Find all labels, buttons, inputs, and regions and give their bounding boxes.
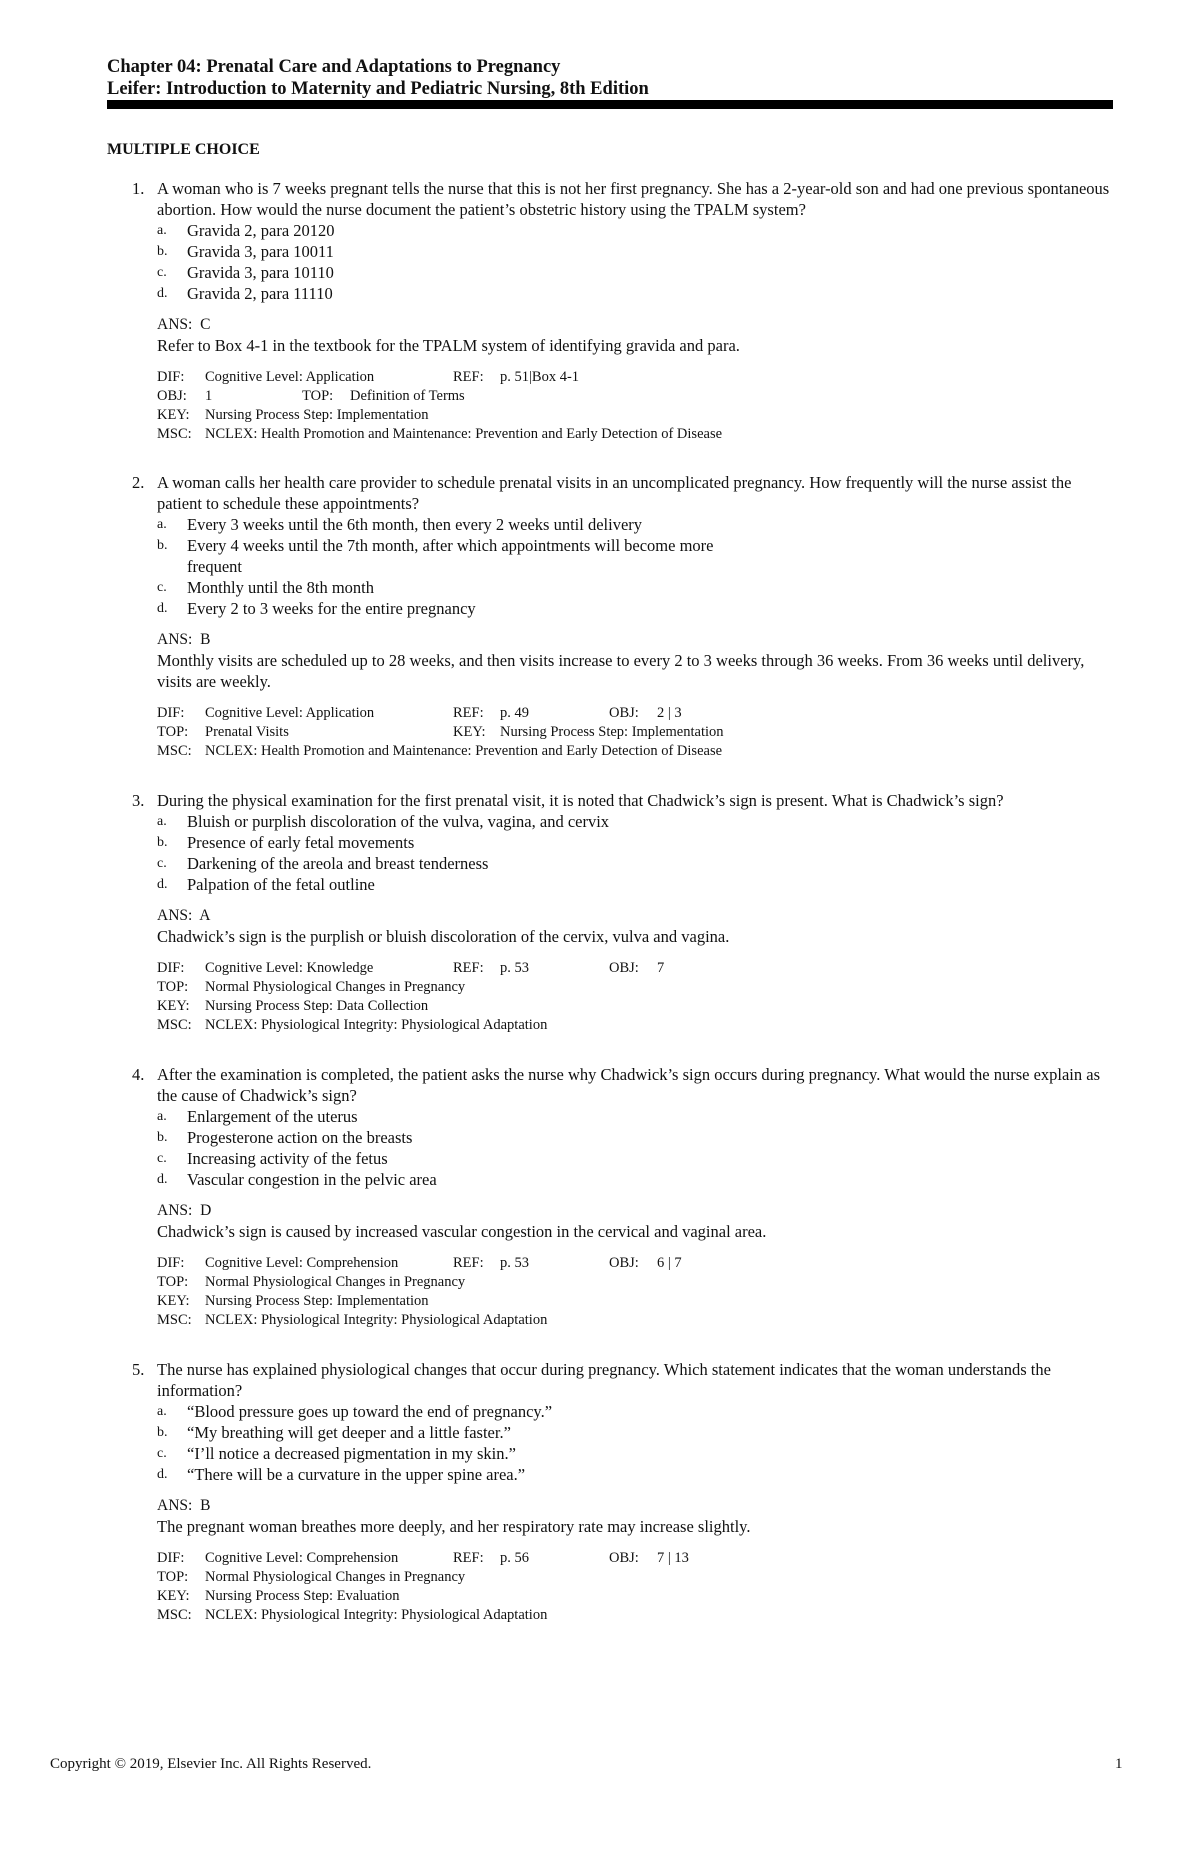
obj-label: OBJ: bbox=[609, 960, 639, 976]
answer-label: ANS: bbox=[157, 316, 193, 333]
option-letter: a. bbox=[157, 1109, 167, 1124]
option-c bbox=[107, 853, 1117, 874]
option-letter: d. bbox=[157, 1467, 168, 1482]
option-text: “I’ll notice a decreased pigmentation in my skin.” bbox=[187, 1444, 516, 1463]
ref-label: REF: bbox=[453, 960, 484, 976]
option-text: Gravida 2, para 20120 bbox=[187, 221, 335, 240]
top-label: TOP: bbox=[302, 388, 334, 404]
dif-value: Cognitive Level: Comprehension bbox=[205, 1255, 399, 1271]
section-heading: MULTIPLE CHOICE bbox=[107, 141, 260, 158]
top-label: TOP: bbox=[157, 724, 189, 740]
key-label: KEY: bbox=[157, 1293, 190, 1309]
option-text: Gravida 2, para 11110 bbox=[187, 284, 333, 303]
option-text: “There will be a curvature in the upper spine area.” bbox=[187, 1465, 526, 1484]
answer-value: C bbox=[200, 316, 211, 333]
option-text: Gravida 3, para 10011 bbox=[187, 242, 334, 261]
msc-value: NCLEX: Health Promotion and Maintenance: Prevention and Early Detection of Disease bbox=[205, 426, 723, 442]
option-letter: d. bbox=[157, 1172, 168, 1187]
question-stem bbox=[107, 1359, 1117, 1401]
option-letter: a. bbox=[157, 517, 167, 532]
top-label: TOP: bbox=[157, 979, 189, 995]
option-text: Vascular congestion in the pelvic area bbox=[187, 1170, 437, 1189]
answer-value: B bbox=[200, 1497, 211, 1514]
answer-line bbox=[107, 1200, 1117, 1221]
question-1 bbox=[107, 178, 1117, 444]
question-3 bbox=[107, 790, 1117, 1035]
obj-label: OBJ: bbox=[157, 388, 187, 404]
question-stem bbox=[107, 178, 1117, 220]
key-value: Nursing Process Step: Data Collection bbox=[205, 998, 429, 1014]
answer-line bbox=[107, 1495, 1117, 1516]
option-text: Bluish or purplish discoloration of the vulva, vagina, and cervix bbox=[187, 812, 610, 831]
option-a bbox=[107, 811, 1117, 832]
answer-label: ANS: bbox=[157, 907, 193, 924]
ref-value: p. 51|Box 4-1 bbox=[500, 369, 580, 385]
question-stem bbox=[107, 790, 1117, 811]
ref-value: p. 53 bbox=[500, 960, 529, 976]
obj-label: OBJ: bbox=[609, 1550, 639, 1566]
ref-label: REF: bbox=[453, 369, 484, 385]
option-letter: a. bbox=[157, 814, 167, 829]
obj-label: OBJ: bbox=[609, 1255, 639, 1271]
obj-label: OBJ: bbox=[609, 705, 639, 721]
msc-label: MSC: bbox=[157, 743, 192, 759]
msc-value: NCLEX: Physiological Integrity: Physiological Adaptation bbox=[205, 1607, 548, 1623]
top-value: Normal Physiological Changes in Pregnancy bbox=[205, 979, 466, 995]
option-letter: b. bbox=[157, 244, 168, 259]
option-text: Progesterone action on the breasts bbox=[187, 1128, 413, 1147]
option-d bbox=[107, 1169, 1117, 1190]
answer-value: A bbox=[199, 907, 211, 924]
dif-label: DIF: bbox=[157, 705, 185, 721]
obj-value: 7 bbox=[657, 960, 665, 976]
chapter-title: Chapter 04: Prenatal Care and Adaptations to Pregnancy bbox=[107, 57, 561, 77]
option-d bbox=[107, 874, 1117, 895]
top-label: TOP: bbox=[157, 1569, 189, 1585]
question-number: 2. bbox=[132, 473, 145, 492]
option-letter: c. bbox=[157, 856, 167, 871]
key-label: KEY: bbox=[157, 998, 190, 1014]
question-number: 4. bbox=[132, 1065, 145, 1084]
dif-label: DIF: bbox=[157, 369, 185, 385]
question-number: 3. bbox=[132, 791, 145, 810]
dif-label: DIF: bbox=[157, 1255, 185, 1271]
option-a bbox=[107, 1106, 1117, 1127]
option-letter: b. bbox=[157, 538, 168, 553]
option-text: Every 2 to 3 weeks for the entire pregnancy bbox=[187, 599, 476, 618]
question-metadata bbox=[107, 368, 1117, 444]
answer-label: ANS: bbox=[157, 1497, 193, 1514]
answer-line bbox=[107, 629, 1117, 650]
key-label: KEY: bbox=[453, 724, 486, 740]
rationale: Chadwick’s sign is caused by increased vascular congestion in the cervical and vaginal area. bbox=[157, 1222, 767, 1241]
key-value: Nursing Process Step: Implementation bbox=[205, 407, 429, 423]
top-value: Normal Physiological Changes in Pregnancy bbox=[205, 1274, 466, 1290]
option-c bbox=[107, 577, 1117, 598]
option-text: Presence of early fetal movements bbox=[187, 833, 415, 852]
ref-value: p. 53 bbox=[500, 1255, 529, 1271]
option-letter: c. bbox=[157, 580, 167, 595]
answer-value: D bbox=[200, 1202, 212, 1219]
answer-line bbox=[107, 905, 1117, 926]
option-d bbox=[107, 598, 1117, 619]
question-stem bbox=[107, 472, 1117, 514]
msc-label: MSC: bbox=[157, 1017, 192, 1033]
option-text: Increasing activity of the fetus bbox=[187, 1149, 388, 1168]
question-text: After the examination is completed, the patient asks the nurse why Chadwick’s sign occurs during pregnancy. What would the nurse explain as the cause of Chadwick’s sign? bbox=[157, 1065, 1101, 1105]
option-d bbox=[107, 283, 1117, 304]
option-letter: b. bbox=[157, 835, 168, 850]
msc-label: MSC: bbox=[157, 1312, 192, 1328]
option-b bbox=[107, 241, 1117, 262]
ref-label: REF: bbox=[453, 1255, 484, 1271]
option-text: Enlargement of the uterus bbox=[187, 1107, 358, 1126]
answer-line bbox=[107, 314, 1117, 335]
option-letter: a. bbox=[157, 223, 167, 238]
question-4 bbox=[107, 1064, 1117, 1330]
dif-label: DIF: bbox=[157, 960, 185, 976]
ref-label: REF: bbox=[453, 1550, 484, 1566]
rationale: Monthly visits are scheduled up to 28 weeks, and then visits increase to every 2 to 3 weeks through 36 weeks. From 36 weeks until delivery, visits are weekly. bbox=[157, 651, 1085, 691]
top-value: Normal Physiological Changes in Pregnancy bbox=[205, 1569, 466, 1585]
ref-label: REF: bbox=[453, 705, 484, 721]
option-text: Every 4 weeks until the 7th month, after which appointments will become more frequent bbox=[187, 536, 714, 576]
option-b bbox=[107, 832, 1117, 853]
option-c bbox=[107, 1148, 1117, 1169]
option-letter: d. bbox=[157, 877, 168, 892]
question-number: 1. bbox=[132, 179, 145, 198]
top-label: TOP: bbox=[157, 1274, 189, 1290]
question-5 bbox=[107, 1359, 1117, 1625]
top-value: Prenatal Visits bbox=[205, 724, 289, 740]
dif-value: Cognitive Level: Application bbox=[205, 705, 375, 721]
top-value: Definition of Terms bbox=[350, 388, 465, 404]
key-label: KEY: bbox=[157, 407, 190, 423]
answer-label: ANS: bbox=[157, 631, 193, 648]
option-c bbox=[107, 1443, 1117, 1464]
header-rule bbox=[107, 100, 1113, 109]
answer-label: ANS: bbox=[157, 1202, 193, 1219]
option-c bbox=[107, 262, 1117, 283]
option-b bbox=[107, 1127, 1117, 1148]
dif-value: Cognitive Level: Comprehension bbox=[205, 1550, 399, 1566]
question-metadata bbox=[107, 704, 1117, 761]
option-letter: c. bbox=[157, 265, 167, 280]
rationale: The pregnant woman breathes more deeply, and her respiratory rate may increase slightly. bbox=[157, 1517, 751, 1536]
ref-value: p. 49 bbox=[500, 705, 529, 721]
key-value: Nursing Process Step: Evaluation bbox=[205, 1588, 400, 1604]
option-letter: d. bbox=[157, 601, 168, 616]
key-value: Nursing Process Step: Implementation bbox=[205, 1293, 429, 1309]
option-text: Palpation of the fetal outline bbox=[187, 875, 375, 894]
rationale: Refer to Box 4-1 in the textbook for the TPALM system of identifying gravida and para. bbox=[157, 336, 740, 355]
option-letter: a. bbox=[157, 1404, 167, 1419]
key-label: KEY: bbox=[157, 1588, 190, 1604]
option-b bbox=[107, 1422, 1117, 1443]
option-a bbox=[107, 1401, 1117, 1422]
question-stem bbox=[107, 1064, 1117, 1106]
dif-label: DIF: bbox=[157, 1550, 185, 1566]
obj-value: 6 | 7 bbox=[657, 1255, 682, 1271]
question-text: A woman who is 7 weeks pregnant tells the nurse that this is not her first pregnancy. She has a 2-year-old son and had one previous spontaneous abortion. How would the nurse document the patient’s obstetric history using the TPALM system? bbox=[157, 179, 1110, 219]
msc-value: NCLEX: Physiological Integrity: Physiological Adaptation bbox=[205, 1312, 548, 1328]
msc-label: MSC: bbox=[157, 1607, 192, 1623]
page-number: 1 bbox=[1115, 1756, 1123, 1772]
obj-value: 1 bbox=[205, 388, 213, 404]
dif-value: Cognitive Level: Knowledge bbox=[205, 960, 374, 976]
option-a bbox=[107, 514, 1117, 535]
question-number: 5. bbox=[132, 1360, 145, 1379]
question-metadata bbox=[107, 959, 1117, 1035]
obj-value: 2 | 3 bbox=[657, 705, 682, 721]
option-text: “Blood pressure goes up toward the end of pregnancy.” bbox=[187, 1402, 553, 1421]
question-text: During the physical examination for the first prenatal visit, it is noted that Chadwick’s sign is present. What is Chadwick’s sign? bbox=[157, 791, 1004, 810]
option-letter: d. bbox=[157, 286, 168, 301]
key-value: Nursing Process Step: Implementation bbox=[500, 724, 724, 740]
ref-value: p. 56 bbox=[500, 1550, 529, 1566]
question-text: The nurse has explained physiological changes that occur during pregnancy. Which statement indicates that the woman understands the information? bbox=[157, 1360, 1051, 1400]
question-2 bbox=[107, 472, 1117, 761]
option-letter: c. bbox=[157, 1446, 167, 1461]
msc-value: NCLEX: Physiological Integrity: Physiological Adaptation bbox=[205, 1017, 548, 1033]
answer-value: B bbox=[200, 631, 211, 648]
copyright-notice: Copyright © 2019, Elsevier Inc. All Rights Reserved. bbox=[50, 1756, 372, 1772]
option-text: Every 3 weeks until the 6th month, then every 2 weeks until delivery bbox=[187, 515, 643, 534]
option-text: Gravida 3, para 10110 bbox=[187, 263, 334, 282]
dif-value: Cognitive Level: Application bbox=[205, 369, 375, 385]
rationale: Chadwick’s sign is the purplish or bluish discoloration of the cervix, vulva and vagina. bbox=[157, 927, 730, 946]
question-metadata bbox=[107, 1549, 1117, 1625]
option-b bbox=[107, 535, 747, 577]
option-text: Monthly until the 8th month bbox=[187, 578, 375, 597]
question-text: A woman calls her health care provider to schedule prenatal visits in an uncomplicated pregnancy. How frequently will the nurse assist the patient to schedule these appointments? bbox=[157, 473, 1072, 513]
option-a bbox=[107, 220, 1117, 241]
question-metadata bbox=[107, 1254, 1117, 1330]
msc-value: NCLEX: Health Promotion and Maintenance: Prevention and Early Detection of Disease bbox=[205, 743, 723, 759]
option-letter: b. bbox=[157, 1425, 168, 1440]
option-text: Darkening of the areola and breast tenderness bbox=[187, 854, 489, 873]
option-letter: c. bbox=[157, 1151, 167, 1166]
option-letter: b. bbox=[157, 1130, 168, 1145]
book-title: Leifer: Introduction to Maternity and Pediatric Nursing, 8th Edition bbox=[107, 79, 649, 99]
option-text: “My breathing will get deeper and a little faster.” bbox=[187, 1423, 511, 1442]
obj-value: 7 | 13 bbox=[657, 1550, 689, 1566]
msc-label: MSC: bbox=[157, 426, 192, 442]
option-d bbox=[107, 1464, 1117, 1485]
